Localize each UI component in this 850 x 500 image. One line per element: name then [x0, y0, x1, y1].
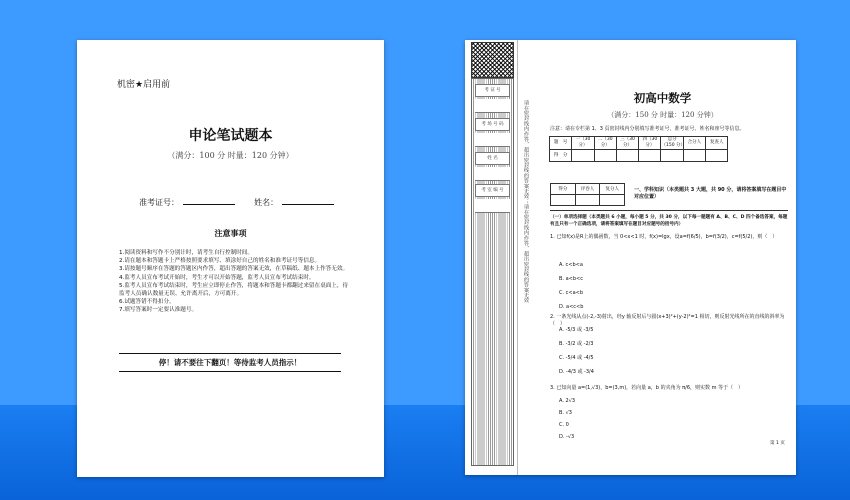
strip-box-exam-id: 考 证 号: [475, 84, 510, 97]
strip-box-seat: 考 室 编 号: [475, 184, 510, 197]
math-exam-page: [465, 40, 796, 475]
score-input-cell[interactable]: [616, 150, 638, 162]
score-time: （满分：100 分 时量：120 分钟）: [167, 151, 294, 160]
section-heading: 一、学科知识（本类题共 3 大题，共 90 分，请将答案填写在题目中对应位置）: [634, 187, 787, 200]
table-row: [550, 150, 728, 162]
option: C. c<a<b: [559, 290, 584, 296]
section-description: （一）单项选择题（本类题共 6 小题，每小题 5 分，共 30 分，以下每一题题有 A、B、C、D 四个备选答案，每题有且只有一个正确选项，请将答案填写在题目对应题号的括号内）: [550, 215, 788, 227]
option: A. -5/3 或 -3/5: [559, 327, 594, 333]
option: C. 0: [559, 422, 569, 428]
table-cell: 题 号: [550, 137, 572, 150]
strip-blank: [475, 99, 510, 113]
stop-banner: 停！请不要往下翻页！等待监考人员指示！: [119, 353, 341, 372]
rules-list: [119, 249, 349, 315]
table-cell: 一（30 分）: [572, 137, 594, 150]
strip-blank: [475, 199, 510, 213]
option: D. -√3: [559, 434, 575, 440]
score-input-cell[interactable]: [575, 195, 600, 206]
option: B. -3/2 或 -2/3: [559, 341, 594, 347]
grader-table: [550, 183, 625, 206]
table-cell: 二（30 分）: [594, 137, 616, 150]
id-blank: [183, 204, 235, 205]
section-divider: [550, 210, 788, 211]
table-cell: 三（30 分）: [616, 137, 638, 150]
rule-item: 5.监考人员宣布考试结束时，考生应立即停止作答，将题本和答题卡都翻过来留在桌面上，待: [119, 282, 349, 289]
score-table: [549, 136, 728, 162]
option: A. c<b<a: [559, 262, 583, 268]
rule-item: 3.请按题号顺序在答题的答题区内作答，超出答题的答案无效，在草稿纸、题本上作答无效。: [119, 266, 349, 273]
page-title: 申论笔试题本: [188, 128, 273, 144]
score-time: （满分：150 分 时量：120 分钟）: [607, 111, 718, 119]
score-input-cell[interactable]: [661, 150, 683, 162]
page-title: 初高中数学: [633, 91, 692, 105]
question-2: 2. 一条光线从点(-2,-3)射出，经y 轴反射后与圆(x+3)²+(y-2)²=1 相切，则反射光线所在的直线的斜率为（ ）: [550, 314, 785, 327]
option: B. a<b<c: [559, 276, 583, 282]
option: B. √3: [559, 410, 572, 416]
confidential-label: 机密★启用前: [117, 80, 171, 90]
table-row: [550, 137, 728, 150]
option: D. a<c<b: [559, 304, 584, 310]
rule-item: 6.试题答错不得扣分。: [119, 299, 175, 306]
name-label: 姓名：: [254, 198, 279, 207]
rule-item: 4.监考人员宣布考试开始时，考生才可以开始答题，监考人员宣布考试结束时。: [119, 274, 315, 281]
score-input-cell[interactable]: [551, 195, 576, 206]
notice-title: 注意事项: [214, 229, 247, 238]
question-1: 1. 已知f(x)是R上的偶函数，当 0<x<1 时，f(x)=lgx，设a=f(6/5)，b=f(3/2)，c=f(5/2)，则（ ）: [550, 234, 778, 240]
score-input-cell[interactable]: [594, 150, 616, 162]
table-row: [551, 195, 625, 206]
table-cell: 评卷人: [575, 184, 600, 195]
name-blank: [282, 204, 334, 205]
score-input-cell[interactable]: [639, 150, 661, 162]
option: C. -5/4 或 -4/5: [559, 355, 594, 361]
table-cell: 得 分: [550, 150, 572, 162]
rule-item: 2.请在题本和答题卡上严格按照要求填写、填涂好自己的姓名和准考证号等信息。: [119, 258, 321, 265]
candidate-info: [139, 197, 338, 208]
seal-line-text: 请在密封线内作答，超出密封线的答案无效；请在密封线内作答，超出密封线的答案无效: [523, 100, 529, 303]
score-input-cell[interactable]: [683, 150, 705, 162]
table-cell: 四（30 分）: [639, 137, 661, 150]
strip-blank: [475, 167, 510, 181]
table-cell: 得分: [551, 184, 576, 195]
question-3: 3. 已知向量 a=(1,√3)，b=(3,m)，若向量 a，b 的夹角为 π/6，则实数 m 等于（ ）: [550, 385, 744, 391]
rule-item: 监考人员确认数量无误、允许离开后，方可离开。: [119, 291, 243, 298]
table-cell: 合分人: [683, 137, 705, 150]
id-label: 准考证号：: [139, 198, 179, 207]
table-cell: 复查人: [706, 137, 728, 150]
instruction: 注意：请在专栏第 1、3 页密封线内分别填写准考证号，准考证号、姓名和座号等信息。: [550, 126, 745, 132]
table-row: [551, 184, 625, 195]
rule-item: 7.填写答案时一定要认准题号。: [119, 307, 198, 314]
strip-box-name: 姓 名: [475, 152, 510, 165]
score-input-cell[interactable]: [600, 195, 625, 206]
rule-item: 1.阅读资料和写作不分别计时，请考生自行控制时间。: [119, 250, 253, 256]
strip-box-room: 考 场 号 码: [475, 118, 510, 131]
option: A. 2√3: [559, 398, 576, 404]
strip-blank: [475, 133, 510, 147]
score-input-cell[interactable]: [572, 150, 594, 162]
table-cell: 复分人: [600, 184, 625, 195]
option: D. -4/3 或 -3/4: [559, 369, 594, 375]
binding-pattern: [471, 42, 514, 78]
page-number: 第 1 页: [770, 441, 786, 446]
exam-cover-page: [77, 40, 384, 477]
table-cell: 总分（150 分）: [661, 137, 686, 148]
seal-line: [517, 40, 518, 475]
score-input-cell[interactable]: [706, 150, 728, 162]
